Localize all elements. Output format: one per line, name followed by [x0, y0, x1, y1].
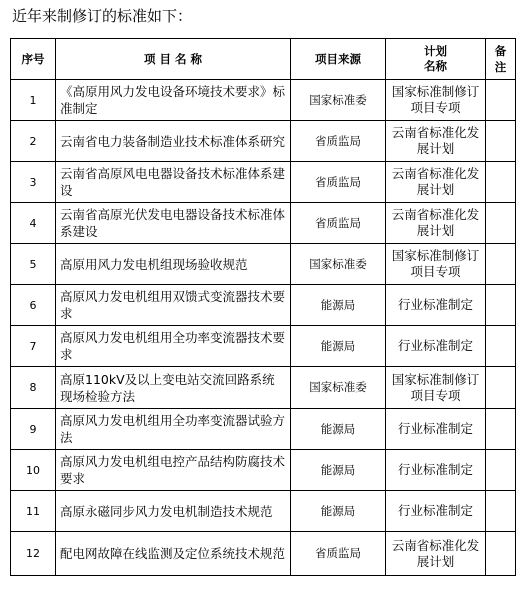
- row-note: [486, 121, 516, 162]
- row-name: 配电网故障在线监测及定位系统技术规范: [56, 532, 291, 576]
- row-plan: 云南省标准化发展计划: [386, 121, 486, 162]
- row-name: 高原110kV及以上变电站交流回路系统现场检验方法: [56, 367, 291, 409]
- row-no: 12: [11, 532, 56, 576]
- table-row: [11, 450, 516, 491]
- row-source: 省质监局: [291, 203, 386, 244]
- row-note: [486, 367, 516, 409]
- row-source: 国家标准委: [291, 367, 386, 409]
- header-no: 序号: [11, 39, 56, 80]
- row-no: 5: [11, 244, 56, 285]
- header-name: 项 目 名 称: [56, 39, 291, 80]
- row-plan: 云南省标准化发展计划: [386, 532, 486, 576]
- row-note: [486, 162, 516, 203]
- table-row: [11, 367, 516, 409]
- row-note: [486, 409, 516, 450]
- header-note: [486, 39, 516, 80]
- table-row: [11, 162, 516, 203]
- row-source: 国家标准委: [291, 80, 386, 121]
- row-plan: 国家标准制修订项目专项: [386, 80, 486, 121]
- table-row: [11, 326, 516, 367]
- row-source: 省质监局: [291, 162, 386, 203]
- header-note-line1: 备: [494, 44, 507, 58]
- row-name: 高原永磁同步风力发电机制造技术规范: [56, 491, 291, 532]
- row-no: 1: [11, 80, 56, 121]
- intro-text: 近年来制修订的标准如下：: [12, 7, 193, 25]
- row-plan: 行业标准制定: [386, 409, 486, 450]
- standards-table: [10, 38, 516, 576]
- row-name: 云南省电力装备制造业技术标准体系研究: [56, 121, 291, 162]
- table-row: [11, 121, 516, 162]
- row-no: 10: [11, 450, 56, 491]
- row-name: 《高原用风力发电设备环境技术要求》标准制定: [56, 80, 291, 121]
- row-no: 2: [11, 121, 56, 162]
- row-source: 省质监局: [291, 532, 386, 576]
- row-name: 云南省高原风电电器设备技术标准体系建设: [56, 162, 291, 203]
- row-note: [486, 532, 516, 576]
- row-plan: 云南省标准化发展计划: [386, 162, 486, 203]
- row-plan: 行业标准制定: [386, 326, 486, 367]
- row-name: 云南省高原光伏发电电器设备技术标准体系建设: [56, 203, 291, 244]
- header-note-line2: 注: [494, 60, 507, 74]
- row-no: 3: [11, 162, 56, 203]
- table-header-row: [11, 39, 516, 80]
- table-row: [11, 409, 516, 450]
- row-source: 能源局: [291, 491, 386, 532]
- table-row: [11, 532, 516, 576]
- row-no: 8: [11, 367, 56, 409]
- row-name: 高原风力发电机组电控产品结构防腐技术要求: [56, 450, 291, 491]
- header-source: 项目来源: [291, 39, 386, 80]
- header-plan: [386, 39, 486, 80]
- row-plan: 云南省标准化发展计划: [386, 203, 486, 244]
- row-note: [486, 285, 516, 326]
- row-source: 能源局: [291, 409, 386, 450]
- row-source: 能源局: [291, 326, 386, 367]
- row-note: [486, 80, 516, 121]
- row-note: [486, 203, 516, 244]
- header-plan-line2: 名称: [424, 59, 447, 73]
- row-source: 国家标准委: [291, 244, 386, 285]
- row-name: 高原风力发电机组用全功率变流器试验方法: [56, 409, 291, 450]
- table-row: [11, 203, 516, 244]
- row-no: 7: [11, 326, 56, 367]
- row-plan: 国家标准制修订项目专项: [386, 244, 486, 285]
- row-name: 高原风力发电机组用双馈式变流器技术要求: [56, 285, 291, 326]
- row-note: [486, 491, 516, 532]
- row-note: [486, 326, 516, 367]
- table-row: [11, 285, 516, 326]
- row-no: 9: [11, 409, 56, 450]
- row-name: 高原风力发电机组用全功率变流器技术要求: [56, 326, 291, 367]
- row-plan: 行业标准制定: [386, 285, 486, 326]
- row-source: 省质监局: [291, 121, 386, 162]
- row-plan: 国家标准制修订项目专项: [386, 367, 486, 409]
- row-name: 高原用风力发电机组现场验收规范: [56, 244, 291, 285]
- header-plan-line1: 计划: [424, 44, 447, 58]
- row-note: [486, 244, 516, 285]
- row-no: 11: [11, 491, 56, 532]
- table-row: [11, 244, 516, 285]
- row-source: 能源局: [291, 285, 386, 326]
- row-source: 能源局: [291, 450, 386, 491]
- table-row: [11, 491, 516, 532]
- row-no: 6: [11, 285, 56, 326]
- row-plan: 行业标准制定: [386, 450, 486, 491]
- table-row: [11, 80, 516, 121]
- row-no: 4: [11, 203, 56, 244]
- row-note: [486, 450, 516, 491]
- row-plan: 行业标准制定: [386, 491, 486, 532]
